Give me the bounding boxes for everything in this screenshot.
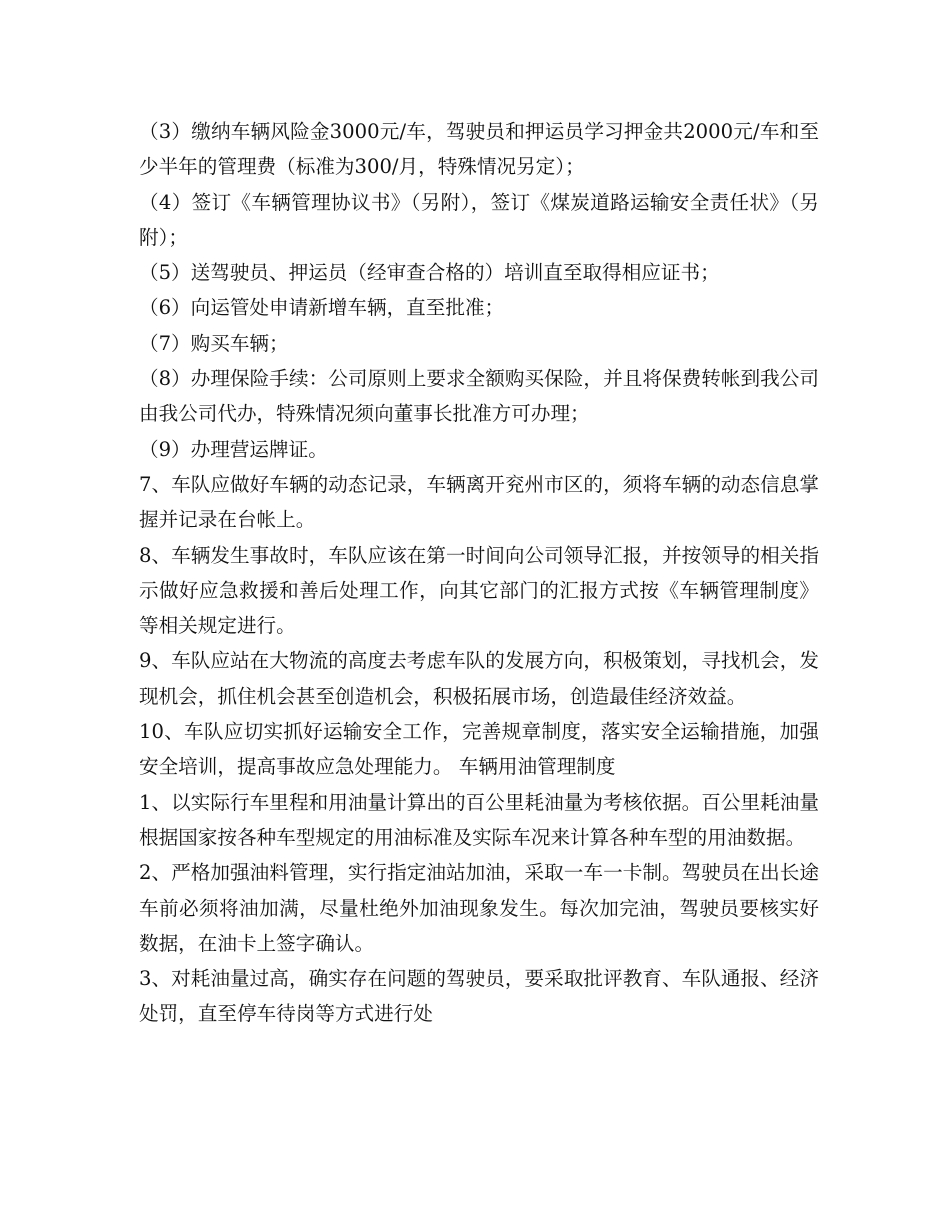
paragraph-item-9: （9）办理营运牌证。 — [139, 437, 328, 461]
paragraph-rule-7: 7、车队应做好车辆的动态记录，车辆离开兖州市区的，须将车辆的动态信息掌握并记录在台帐上。 — [139, 472, 819, 532]
paragraph-item-7: （7）购买车辆； — [139, 331, 289, 355]
paragraph-item-3: （3）缴纳车辆风险金3000元/车，驾驶员和押运员学习押金共2000元/车和至少半年的管理费（标准为300/月，特殊情况另定）； — [139, 120, 819, 179]
paragraph-item-6: （6）向运管处申请新增车辆，直至批准； — [139, 296, 505, 320]
paragraph-fuel-rule-2: 2、严格加强油料管理，实行指定油站加油，采取一车一卡制。驾驶员在出长途车前必须将油加满，尽量杜绝外加油现象发生。每次加完油，驾驶员要核实好数据，在油卡上签字确认。 — [139, 861, 819, 955]
paragraph-item-5: （5）送驾驶员、押运员（经审查合格的）培训直至取得相应证书； — [139, 261, 720, 285]
paragraph-rule-9: 9、车队应站在大物流的高度去考虑车队的发展方向，积极策划，寻找机会，发现机会，抓住机会甚至创造机会，积极拓展市场，创造最佳经济效益。 — [139, 649, 819, 708]
document-body — [139, 114, 819, 1032]
paragraph-rule-10: 10、车队应切实抓好运输安全工作，完善规章制度，落实安全运输措施，加强安全培训，提高事故应急处理能力。 车辆用油管理制度 — [139, 720, 819, 779]
paragraph-fuel-rule-3: 3、对耗油量过高，确实存在问题的驾驶员，要采取批评教育、车队通报、经济处罚，直至停车待岗等方式进行处 — [139, 967, 819, 1026]
paragraph-item-8: （8）办理保险手续：公司原则上要求全额购买保险，并且将保费转帐到我公司由我公司代办，特殊情况须向董事长批准方可办理； — [139, 367, 819, 426]
paragraph-rule-8: 8、车辆发生事故时，车队应该在第一时间向公司领导汇报，并按领导的相关指示做好应急救援和善后处理工作，向其它部门的汇报方式按《车辆管理制度》等相关规定进行。 — [139, 543, 819, 638]
paragraph-fuel-rule-1: 1、以实际行车里程和用油量计算出的百公里耗油量为考核依据。百公里耗油量根据国家按各种车型规定的用油标准及实际车况来计算各种车型的用油数据。 — [139, 790, 819, 849]
paragraph-item-4: （4）签订《车辆管理协议书》（另附），签订《煤炭道路运输安全责任状》（另附）； — [139, 190, 819, 249]
